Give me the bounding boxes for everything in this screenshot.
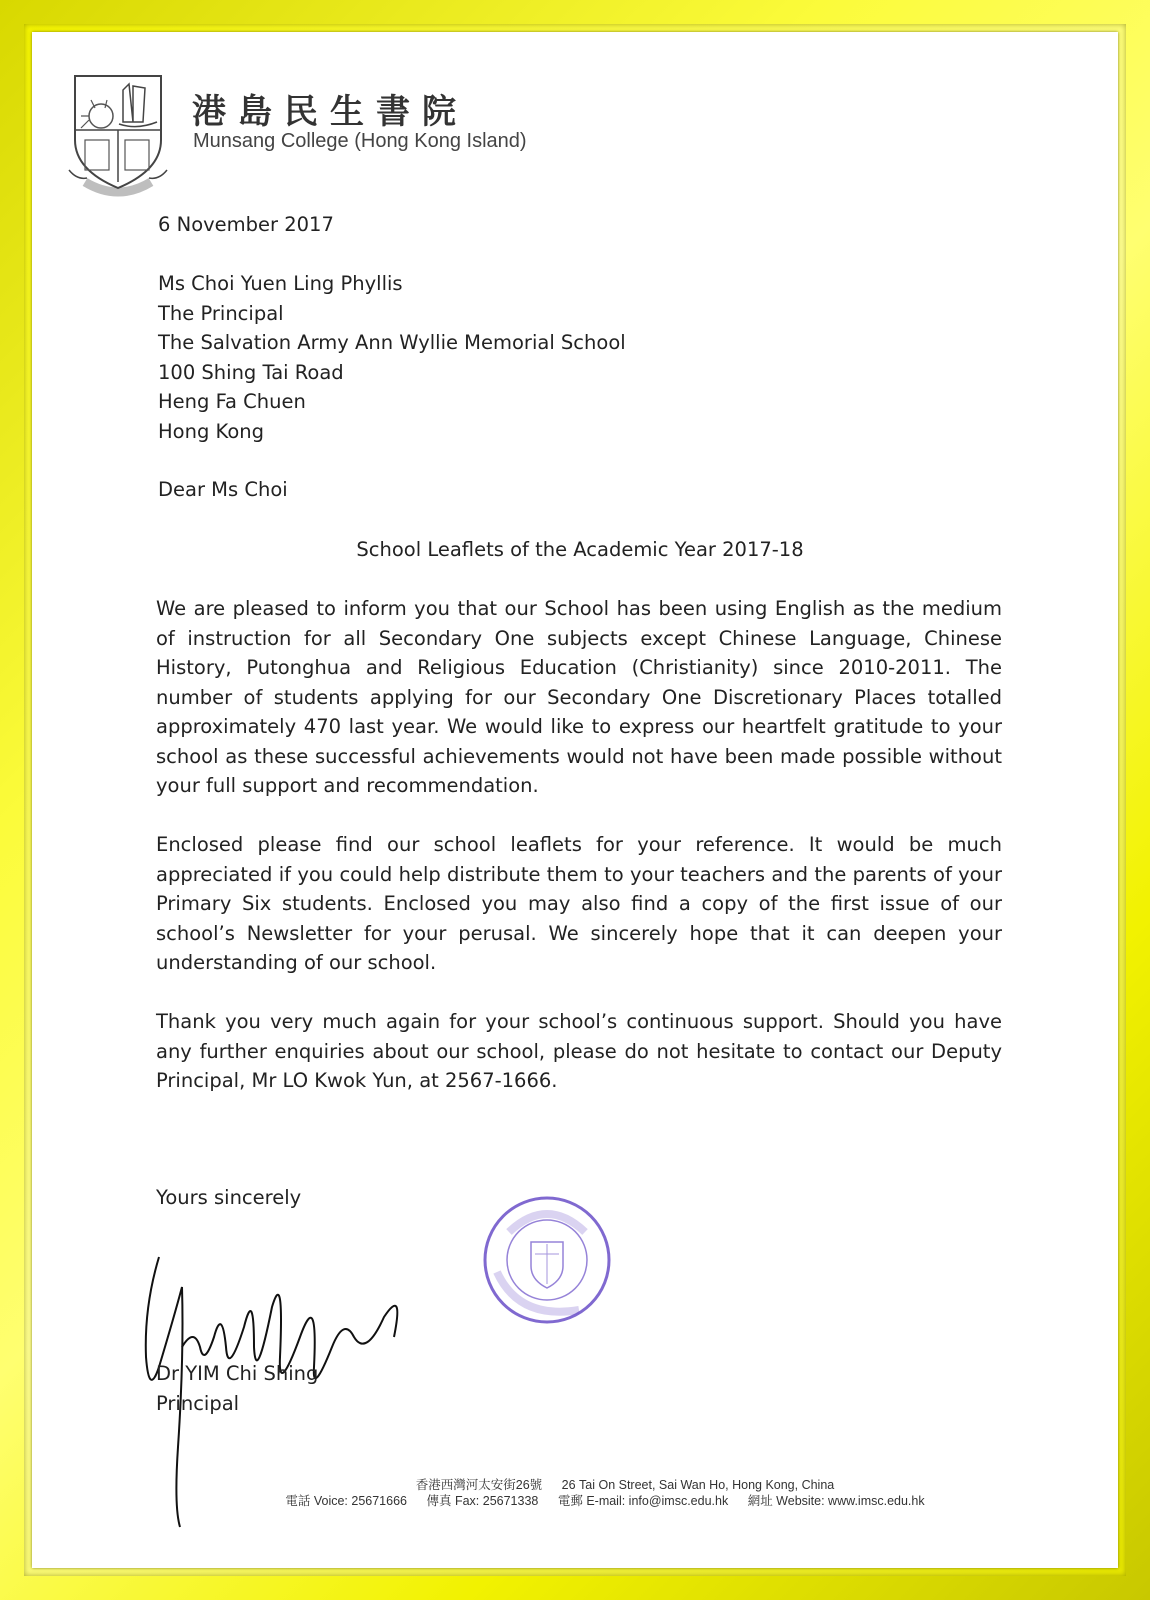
recipient-address [158, 269, 626, 446]
recipient-line: 100 Shing Tai Road [158, 360, 344, 384]
email-address: 電郵 E-mail: info@imsc.edu.hk [557, 1494, 729, 1508]
school-name-chinese: 港島民生書院 [192, 92, 468, 132]
recipient-line: Ms Choi Yuen Ling Phyllis [158, 272, 403, 295]
letter-date: 6 November 2017 [158, 213, 334, 236]
closing: Yours sincerely [156, 1186, 302, 1209]
school-name-english: Munsang College (Hong Kong Island) [193, 130, 527, 152]
recipient-line: Heng Fa Chuen [158, 390, 306, 413]
fax-number: 傳真 Fax: 25671338 [426, 1494, 539, 1508]
recipient-line: The Principal [158, 301, 284, 325]
recipient-line: The Salvation Army Ann Wyllie Memorial School [158, 331, 626, 354]
body-paragraph: We are pleased to inform you that our School has been using English as the medium of instruction for all Secondary One subjects except Chinese Language, Chinese History, Putonghua and Religious Education (Christianity) since 2010-2011. The number of students applying for our Secondary One Discretionary Places totalled approximately 470 last year. We would like to express our heartfelt gratitude to your school as these successful achievements would not have been made possible without your full support and recommendation. [156, 597, 1002, 797]
salutation: Dear Ms Choi [158, 478, 288, 501]
body-paragraph: Enclosed please find our school leaflets for your reference. It would be much appreciated if you could help distribute them to your teachers and the parents of your Primary Six students. Enclosed you may also find a copy of the first issue of our school’s Newsletter for your perusal. We sincerely hope that it can deepen your understanding of our school. [156, 833, 1002, 974]
school-crest-logo [67, 70, 169, 202]
address-english: 26 Tai On Street, Sai Wan Ho, Hong Kong, China [561, 1478, 835, 1492]
signatory-name: Dr YIM Chi Shing [156, 1362, 319, 1385]
letter-subject: School Leaflets of the Academic Year 2017-18 [356, 538, 804, 561]
footer-contacts [32, 1491, 1118, 1509]
school-seal-stamp [479, 1192, 615, 1328]
letter-page [32, 32, 1118, 1568]
voice-number: 電話 Voice: 25671666 [285, 1494, 407, 1508]
signatory-title: Principal [156, 1392, 240, 1415]
body-paragraph: Thank you very much again for your school’s continuous support. Should you have any further enquiries about our school, please do not hesitate to contact our Deputy Principal, Mr LO Kwok Yun, at 2567-1666. [156, 1010, 1002, 1092]
address-chinese: 香港西灣河太安街26號 [415, 1478, 543, 1492]
website-address: 網址 Website: www.imsc.edu.hk [747, 1494, 925, 1508]
recipient-line: Hong Kong [158, 419, 265, 443]
